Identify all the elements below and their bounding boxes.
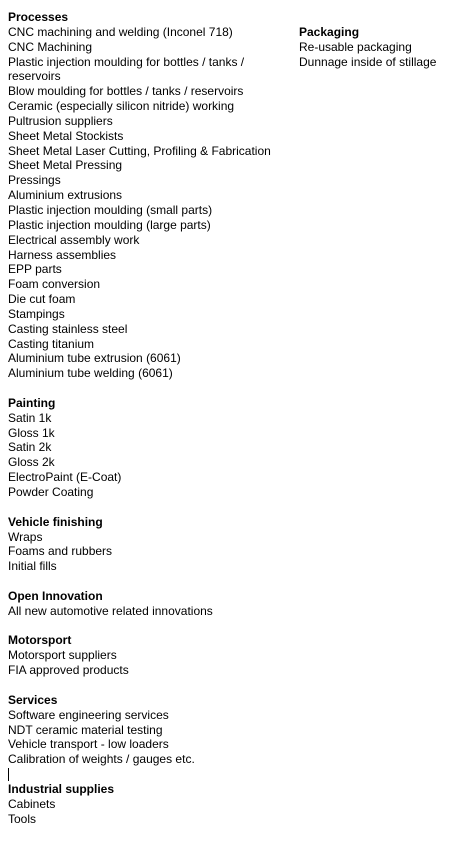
processes-item: Casting titanium [8,336,95,351]
blank-line [8,500,276,515]
processes-item: Plastic injection moulding (large parts) [8,217,211,232]
processes-item: Pressings [8,173,61,188]
blank-line [8,574,276,589]
processes-item: Harness assemblies [8,247,117,262]
blank-line [8,619,276,634]
painting-item: Gloss 1k [8,425,55,440]
open-innovation-heading: Open Innovation [8,588,103,603]
open-innovation-item: All new automotive related innovations [8,603,213,618]
blank-line [8,381,276,396]
processes-item: Aluminium tube welding (6061) [8,366,173,381]
blank-line [8,678,276,693]
motorsport-item: FIA approved products [8,663,129,678]
processes-item: CNC Machining [8,39,93,54]
processes-section [8,10,276,381]
painting-item: Powder Coating [8,485,94,499]
processes-item: Sheet Metal Laser Cutting, Profiling & Fabrication [8,143,271,158]
vehicle-finishing-section [8,515,276,574]
processes-item: Die cut foam [8,292,76,307]
processes-item: Sheet Metal Pressing [8,158,123,173]
text-cursor[interactable] [8,768,9,781]
right-column [299,25,449,70]
painting-item: Satin 1k [8,410,52,425]
industrial-supplies-item: Tools [8,811,37,826]
processes-item: Foam conversion [8,277,101,292]
processes-heading: Processes [8,10,69,24]
packaging-heading: Packaging [299,25,360,39]
processes-item: Plastic injection moulding (small parts) [8,202,213,217]
painting-section [8,396,276,500]
processes-item: Plastic injection moulding for bottles / tanks / reservoirs [8,54,245,84]
painting-item: Gloss 2k [8,455,55,470]
motorsport-section [8,633,276,678]
processes-item: CNC machining and welding (Inconel 718) [8,24,233,39]
vehicle-finishing-item: Foams and rubbers [8,544,113,559]
services-item: NDT ceramic material testing [8,722,163,737]
industrial-supplies-heading: Industrial supplies [8,782,115,797]
processes-item: Sheet Metal Stockists [8,128,124,143]
processes-item: Blow moulding for bottles / tanks / reservoirs [8,84,244,99]
painting-item: Satin 2k [8,440,52,455]
services-section [8,693,276,767]
processes-item: Pultrusion suppliers [8,113,113,128]
vehicle-finishing-item: Wraps [8,529,43,544]
processes-item: EPP parts [8,262,62,277]
left-column [8,10,276,827]
services-item: Vehicle transport - low loaders [8,737,169,752]
processes-item: Casting stainless steel [8,321,128,336]
processes-item: Electrical assembly work [8,232,140,247]
services-heading: Services [8,692,58,707]
packaging-section [299,25,449,70]
motorsport-heading: Motorsport [8,633,72,648]
packaging-item: Dunnage inside of stillage [299,54,437,69]
processes-item: Stampings [8,306,65,321]
services-item: Calibration of weights / gauges etc. [8,752,195,767]
packaging-item: Re-usable packaging [299,39,412,54]
open-innovation-section [8,589,276,619]
industrial-supplies-item: Cabinets [8,796,56,811]
processes-item: Ceramic (especially silicon nitride) working [8,99,235,114]
motorsport-item: Motorsport suppliers [8,648,117,663]
painting-heading: Painting [8,395,56,410]
vehicle-finishing-heading: Vehicle finishing [8,514,103,529]
painting-item: ElectroPaint (E-Coat) [8,470,122,485]
vehicle-finishing-item: Initial fills [8,559,57,574]
industrial-supplies-section [8,782,276,827]
processes-item: Aluminium extrusions [8,188,123,203]
processes-item: Aluminium tube extrusion (6061) [8,351,181,366]
services-item: Software engineering services [8,707,169,722]
